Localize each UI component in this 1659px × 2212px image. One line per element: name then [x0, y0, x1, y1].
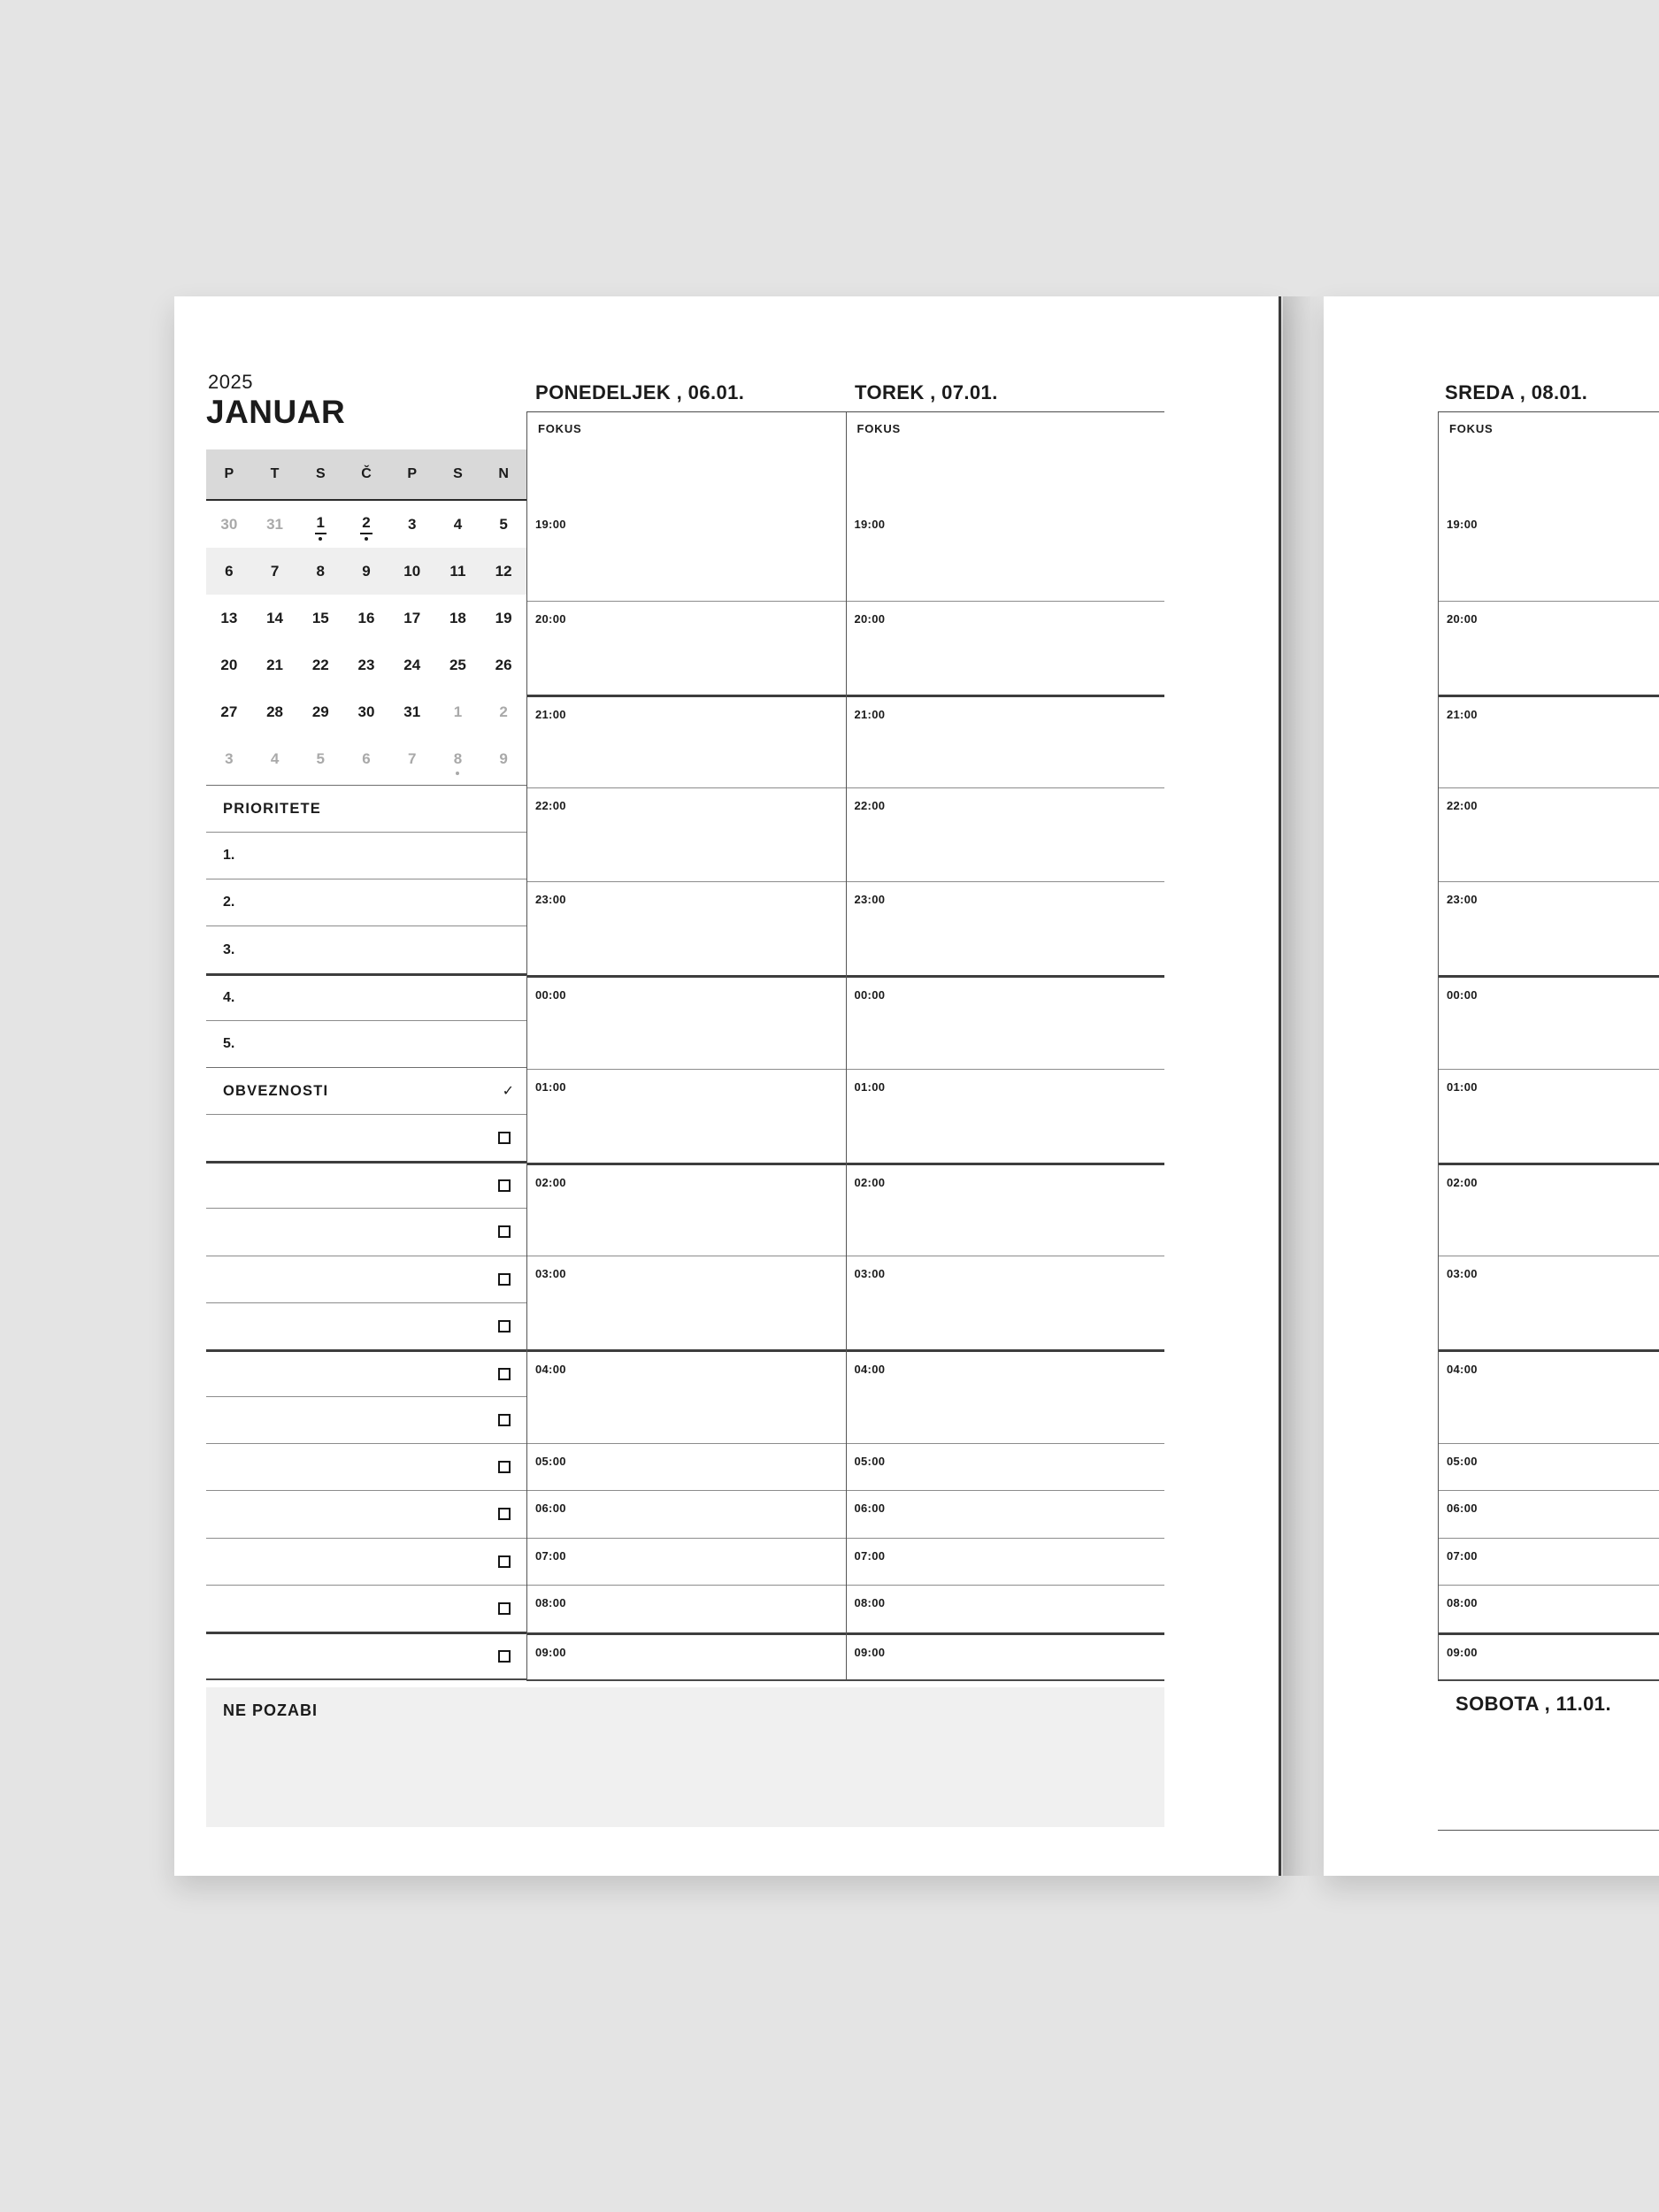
- time-label: 00:00: [1447, 987, 1478, 1002]
- schedule-cell[interactable]: [847, 601, 1165, 695]
- time-label: 03:00: [1447, 1267, 1478, 1281]
- schedule-cell[interactable]: [527, 1585, 846, 1632]
- weekday-header: T: [270, 466, 280, 481]
- time-label: 09:00: [535, 1645, 566, 1659]
- time-label: 21:00: [1447, 707, 1478, 721]
- checkbox[interactable]: [498, 1132, 511, 1144]
- calendar-day[interactable]: [206, 548, 252, 595]
- calendar-day-number: 8: [453, 749, 463, 767]
- obligation-row[interactable]: [206, 1302, 526, 1349]
- calendar-day-number: 6: [225, 562, 234, 580]
- calendar-day[interactable]: [480, 688, 526, 735]
- calendar-day-number: 25: [449, 656, 466, 673]
- time-label: 05:00: [535, 1454, 566, 1468]
- calendar-day[interactable]: [252, 688, 298, 735]
- priority-number: 3.: [223, 941, 235, 957]
- calendar-day-number: 4: [270, 749, 280, 767]
- checkbox[interactable]: [498, 1461, 511, 1473]
- schedule-cell[interactable]: [1439, 1585, 1659, 1632]
- schedule-cell[interactable]: [527, 601, 846, 695]
- calendar-day[interactable]: [435, 548, 481, 595]
- calendar-day[interactable]: [252, 548, 298, 595]
- calendar-day-number: 18: [449, 609, 466, 626]
- priority-row[interactable]: [206, 832, 526, 879]
- obligation-row[interactable]: [206, 1161, 526, 1208]
- tuesday-header: TOREK , 07.01.: [855, 381, 998, 403]
- schedule-cell[interactable]: [527, 1069, 846, 1163]
- calendar-day-number: 1: [315, 514, 326, 534]
- checkbox[interactable]: [498, 1225, 511, 1238]
- calendar-day-number: 23: [357, 656, 375, 673]
- notes-title: NE POZABI: [223, 1701, 319, 1719]
- schedule-cell[interactable]: [847, 1632, 1165, 1679]
- time-label: 19:00: [854, 518, 886, 531]
- calendar-day[interactable]: [206, 688, 252, 735]
- wednesday-column: [1438, 412, 1659, 1679]
- page-gap-shadow: [1283, 296, 1324, 1876]
- calendar-day[interactable]: [252, 595, 298, 641]
- schedule-cell[interactable]: [847, 1069, 1165, 1163]
- time-label: 01:00: [1447, 1079, 1478, 1094]
- schedule-cell[interactable]: [847, 1443, 1165, 1490]
- schedule-cell[interactable]: [527, 881, 846, 975]
- calendar-day[interactable]: [343, 641, 389, 688]
- calendar-day[interactable]: [389, 641, 435, 688]
- calendar-day[interactable]: [480, 641, 526, 688]
- time-label: 19:00: [1447, 518, 1478, 531]
- obligations-header: [206, 1067, 526, 1114]
- time-label: 07:00: [854, 1548, 886, 1563]
- time-label: 04:00: [1447, 1363, 1478, 1377]
- time-label: 06:00: [1447, 1502, 1478, 1516]
- calendar-day[interactable]: [206, 735, 252, 782]
- time-label: 21:00: [854, 707, 886, 721]
- calendar-day-number: 30: [220, 515, 238, 533]
- calendar-day-number: 21: [266, 656, 284, 673]
- time-label: 01:00: [535, 1079, 566, 1094]
- time-label: 07:00: [535, 1548, 566, 1563]
- calendar-day[interactable]: [297, 641, 343, 688]
- schedule-cell[interactable]: [1439, 1163, 1659, 1256]
- calendar-day-number: 31: [403, 703, 421, 720]
- schedule-cell[interactable]: [527, 1256, 846, 1349]
- schedule-cell[interactable]: [847, 787, 1165, 881]
- calendar-day[interactable]: [480, 735, 526, 782]
- obligation-row[interactable]: [206, 1538, 526, 1585]
- monday-column: [526, 412, 846, 1679]
- schedule-cell[interactable]: [527, 1443, 846, 1490]
- time-label: 20:00: [535, 611, 566, 626]
- schedule-cell[interactable]: [527, 1538, 846, 1585]
- schedule-cell[interactable]: [527, 1490, 846, 1537]
- calendar-day-number: 10: [403, 562, 421, 580]
- calendar-day[interactable]: [435, 735, 481, 782]
- schedule-cell[interactable]: [847, 695, 1165, 788]
- obligation-row[interactable]: [206, 1443, 526, 1490]
- schedule-cell[interactable]: [527, 1163, 846, 1256]
- focus-label: FOKUS: [856, 422, 901, 435]
- schedule-cell[interactable]: [527, 695, 846, 788]
- focus-label: FOKUS: [538, 422, 582, 435]
- schedule-cell[interactable]: [847, 1538, 1165, 1585]
- calendar-day[interactable]: [252, 735, 298, 782]
- weekday-header: P: [407, 466, 418, 481]
- weekday-header-row: [206, 449, 526, 501]
- calendar-day-number: 8: [316, 562, 326, 580]
- schedule-cell[interactable]: [847, 507, 1165, 601]
- saturday-header: SOBOTA , 11.01.: [1455, 1693, 1611, 1715]
- time-label: 20:00: [854, 611, 886, 626]
- priority-number: 1.: [223, 848, 235, 864]
- time-label: 09:00: [1447, 1645, 1478, 1659]
- schedule-cell[interactable]: [847, 1585, 1165, 1632]
- calendar-day-number: 5: [499, 515, 508, 533]
- time-label: 08:00: [854, 1596, 886, 1610]
- priorities-header: [206, 785, 526, 832]
- calendar-day-number: 29: [311, 703, 329, 720]
- calendar-day-number: 16: [357, 609, 375, 626]
- calendar-day[interactable]: [252, 501, 298, 548]
- calendar-day-number: 27: [220, 703, 238, 720]
- calendar-day[interactable]: [206, 641, 252, 688]
- left-page: [174, 296, 1281, 1876]
- checkbox[interactable]: [498, 1508, 511, 1520]
- time-label: 23:00: [854, 893, 886, 907]
- tuesday-column: [846, 412, 1165, 1679]
- schedule-cell[interactable]: [527, 1632, 846, 1679]
- calendar-day[interactable]: [343, 501, 389, 548]
- time-label: 22:00: [854, 799, 886, 813]
- calendar-day[interactable]: [480, 501, 526, 548]
- schedule-cell[interactable]: [847, 975, 1165, 1069]
- calendar-day[interactable]: [206, 501, 252, 548]
- priority-number: 4.: [223, 989, 235, 1005]
- calendar-day-number: 2: [499, 703, 508, 720]
- time-label: 03:00: [535, 1267, 566, 1281]
- time-label: 01:00: [854, 1079, 886, 1094]
- time-label: 09:00: [854, 1645, 886, 1659]
- calendar-day[interactable]: [343, 688, 389, 735]
- calendar-day-number: 9: [499, 749, 508, 767]
- calendar-day-number: 1: [453, 703, 463, 720]
- focus-label: FOKUS: [1449, 422, 1494, 435]
- calendar-day[interactable]: [297, 688, 343, 735]
- schedule-cell[interactable]: [1439, 507, 1659, 601]
- wednesday-hours: [1439, 507, 1659, 1679]
- calendar-day[interactable]: [435, 688, 481, 735]
- time-label: 02:00: [535, 1175, 566, 1189]
- notes-box[interactable]: [206, 1687, 1164, 1827]
- monday-focus-cell[interactable]: [527, 412, 846, 507]
- calendar-day-number: 12: [495, 562, 512, 580]
- priority-number: 5.: [223, 1035, 235, 1051]
- schedule-cell[interactable]: [527, 975, 846, 1069]
- time-label: 02:00: [1447, 1175, 1478, 1189]
- right-page: [1324, 296, 1659, 1876]
- time-label: 05:00: [1447, 1454, 1478, 1468]
- calendar-day[interactable]: [435, 641, 481, 688]
- schedule-cell[interactable]: [1439, 881, 1659, 975]
- time-label: 02:00: [854, 1175, 886, 1189]
- left-column: [206, 785, 526, 1680]
- weekday-header: Č: [361, 466, 372, 481]
- calendar-day[interactable]: [389, 595, 435, 641]
- calendar-day[interactable]: [343, 548, 389, 595]
- calendar-day[interactable]: [206, 595, 252, 641]
- schedule-cell[interactable]: [1439, 787, 1659, 881]
- month-title: JANUAR: [206, 394, 346, 430]
- calendar-day-number: 3: [407, 515, 417, 533]
- mini-calendar: [206, 449, 526, 782]
- time-label: 21:00: [535, 707, 566, 721]
- calendar-day[interactable]: [297, 548, 343, 595]
- weekday-header: S: [453, 466, 463, 481]
- calendar-day[interactable]: [297, 595, 343, 641]
- calendar-day-number: 7: [407, 749, 417, 767]
- wednesday-focus-cell[interactable]: [1439, 412, 1659, 507]
- schedule-cell[interactable]: [847, 881, 1165, 975]
- calendar-day[interactable]: [343, 595, 389, 641]
- calendar-day-number: 20: [220, 656, 238, 673]
- schedule-cell[interactable]: [1439, 975, 1659, 1069]
- calendar-day[interactable]: [389, 688, 435, 735]
- saturday-table-rule: [1438, 1830, 1659, 1831]
- priority-number: 2.: [223, 895, 235, 910]
- calendar-day-number: 26: [495, 656, 512, 673]
- calendar-day-number: 6: [362, 749, 371, 767]
- calendar-day[interactable]: [435, 595, 481, 641]
- obligation-row[interactable]: [206, 1585, 526, 1632]
- schedule-table: [526, 411, 1164, 1681]
- calendar-day-number: 15: [311, 609, 329, 626]
- checkbox[interactable]: [498, 1602, 511, 1615]
- time-label: 19:00: [535, 518, 566, 531]
- calendar-day[interactable]: [480, 595, 526, 641]
- schedule-cell[interactable]: [1439, 695, 1659, 788]
- checkbox[interactable]: [498, 1555, 511, 1568]
- calendar-day-number: 9: [362, 562, 371, 580]
- time-label: 23:00: [535, 893, 566, 907]
- weekday-header: P: [224, 466, 234, 481]
- priority-row[interactable]: [206, 879, 526, 926]
- tuesday-hours: [847, 507, 1165, 1679]
- calendar-day-number: 30: [357, 703, 375, 720]
- calendar-day-number: 7: [270, 562, 280, 580]
- obligation-row[interactable]: [206, 1490, 526, 1537]
- obligation-row[interactable]: [206, 1396, 526, 1443]
- tuesday-focus-cell[interactable]: [847, 412, 1165, 507]
- time-label: 20:00: [1447, 611, 1478, 626]
- schedule-cell[interactable]: [527, 1349, 846, 1443]
- calendar-day[interactable]: [435, 501, 481, 548]
- time-label: 23:00: [1447, 893, 1478, 907]
- time-label: 04:00: [535, 1363, 566, 1377]
- time-label: 08:00: [1447, 1596, 1478, 1610]
- calendar-day-number: 5: [316, 749, 326, 767]
- time-label: 06:00: [854, 1502, 886, 1516]
- schedule-cell[interactable]: [527, 507, 846, 601]
- calendar-day-number: 17: [403, 609, 421, 626]
- time-label: 00:00: [535, 987, 566, 1002]
- priority-row[interactable]: [206, 926, 526, 972]
- schedule-cell[interactable]: [1439, 1349, 1659, 1443]
- calendar-day-number: 22: [311, 656, 329, 673]
- schedule-cell[interactable]: [1439, 1256, 1659, 1349]
- calendar-day-number: 24: [403, 656, 421, 673]
- calendar-day-number: 28: [266, 703, 284, 720]
- checkbox[interactable]: [498, 1650, 511, 1663]
- priority-row[interactable]: [206, 1020, 526, 1067]
- schedule-cell[interactable]: [1439, 1632, 1659, 1679]
- weekday-header: N: [498, 466, 509, 481]
- time-label: 00:00: [854, 987, 886, 1002]
- calendar-day-number: 11: [449, 562, 466, 580]
- wednesday-header: SREDA , 08.01.: [1445, 381, 1588, 403]
- calendar-day-number: 3: [225, 749, 234, 767]
- calendar-day[interactable]: [389, 548, 435, 595]
- checkmark-icon: ✓: [502, 1084, 514, 1100]
- calendar-day[interactable]: [389, 735, 435, 782]
- time-label: 05:00: [854, 1454, 886, 1468]
- calendar-day[interactable]: [297, 735, 343, 782]
- checkbox[interactable]: [498, 1320, 511, 1333]
- checkbox[interactable]: [498, 1179, 511, 1192]
- schedule-cell[interactable]: [1439, 1069, 1659, 1163]
- schedule-cell[interactable]: [847, 1349, 1165, 1443]
- time-label: 04:00: [854, 1363, 886, 1377]
- time-label: 22:00: [1447, 799, 1478, 813]
- calendar-day[interactable]: [252, 641, 298, 688]
- weekday-header: S: [315, 466, 326, 481]
- monday-header: PONEDELJEK , 06.01.: [535, 381, 745, 403]
- calendar-day-number: 4: [453, 515, 463, 533]
- calendar-day-number: 13: [220, 609, 238, 626]
- calendar-day[interactable]: [297, 501, 343, 548]
- priority-row[interactable]: [206, 973, 526, 1020]
- schedule-cell[interactable]: [1439, 1443, 1659, 1490]
- checkbox[interactable]: [498, 1414, 511, 1426]
- schedule-cell[interactable]: [527, 787, 846, 881]
- schedule-cell[interactable]: [847, 1163, 1165, 1256]
- obligations-title: OBVEZNOSTI: [223, 1082, 329, 1099]
- calendar-day[interactable]: [389, 501, 435, 548]
- obligation-row[interactable]: [206, 1114, 526, 1161]
- year-label: 2025: [208, 371, 253, 393]
- checkbox[interactable]: [498, 1368, 511, 1380]
- schedule-cell[interactable]: [1439, 1490, 1659, 1537]
- time-label: 08:00: [535, 1596, 566, 1610]
- wednesday-schedule-table: [1438, 411, 1659, 1681]
- calendar-day-number: 14: [266, 609, 284, 626]
- calendar-day[interactable]: [480, 548, 526, 595]
- obligations-list: [206, 1114, 526, 1678]
- schedule-cell[interactable]: [1439, 601, 1659, 695]
- schedule-cell[interactable]: [1439, 1538, 1659, 1585]
- schedule-cell[interactable]: [847, 1256, 1165, 1349]
- obligation-row[interactable]: [206, 1208, 526, 1255]
- obligation-row[interactable]: [206, 1349, 526, 1396]
- time-label: 06:00: [535, 1502, 566, 1516]
- priorities-list: [206, 832, 526, 1067]
- monday-hours: [527, 507, 846, 1679]
- calendar-day-number: 2: [360, 514, 372, 534]
- calendar-day[interactable]: [343, 735, 389, 782]
- calendar-day-number: 19: [495, 609, 512, 626]
- checkbox[interactable]: [498, 1273, 511, 1286]
- calendar-grid: [206, 501, 526, 782]
- obligation-row[interactable]: [206, 1632, 526, 1678]
- time-label: 07:00: [1447, 1548, 1478, 1563]
- priorities-title: PRIORITETE: [223, 800, 322, 817]
- schedule-cell[interactable]: [847, 1490, 1165, 1537]
- time-label: 22:00: [535, 799, 566, 813]
- time-label: 03:00: [854, 1267, 886, 1281]
- obligation-row[interactable]: [206, 1256, 526, 1302]
- calendar-day-number: 31: [266, 515, 284, 533]
